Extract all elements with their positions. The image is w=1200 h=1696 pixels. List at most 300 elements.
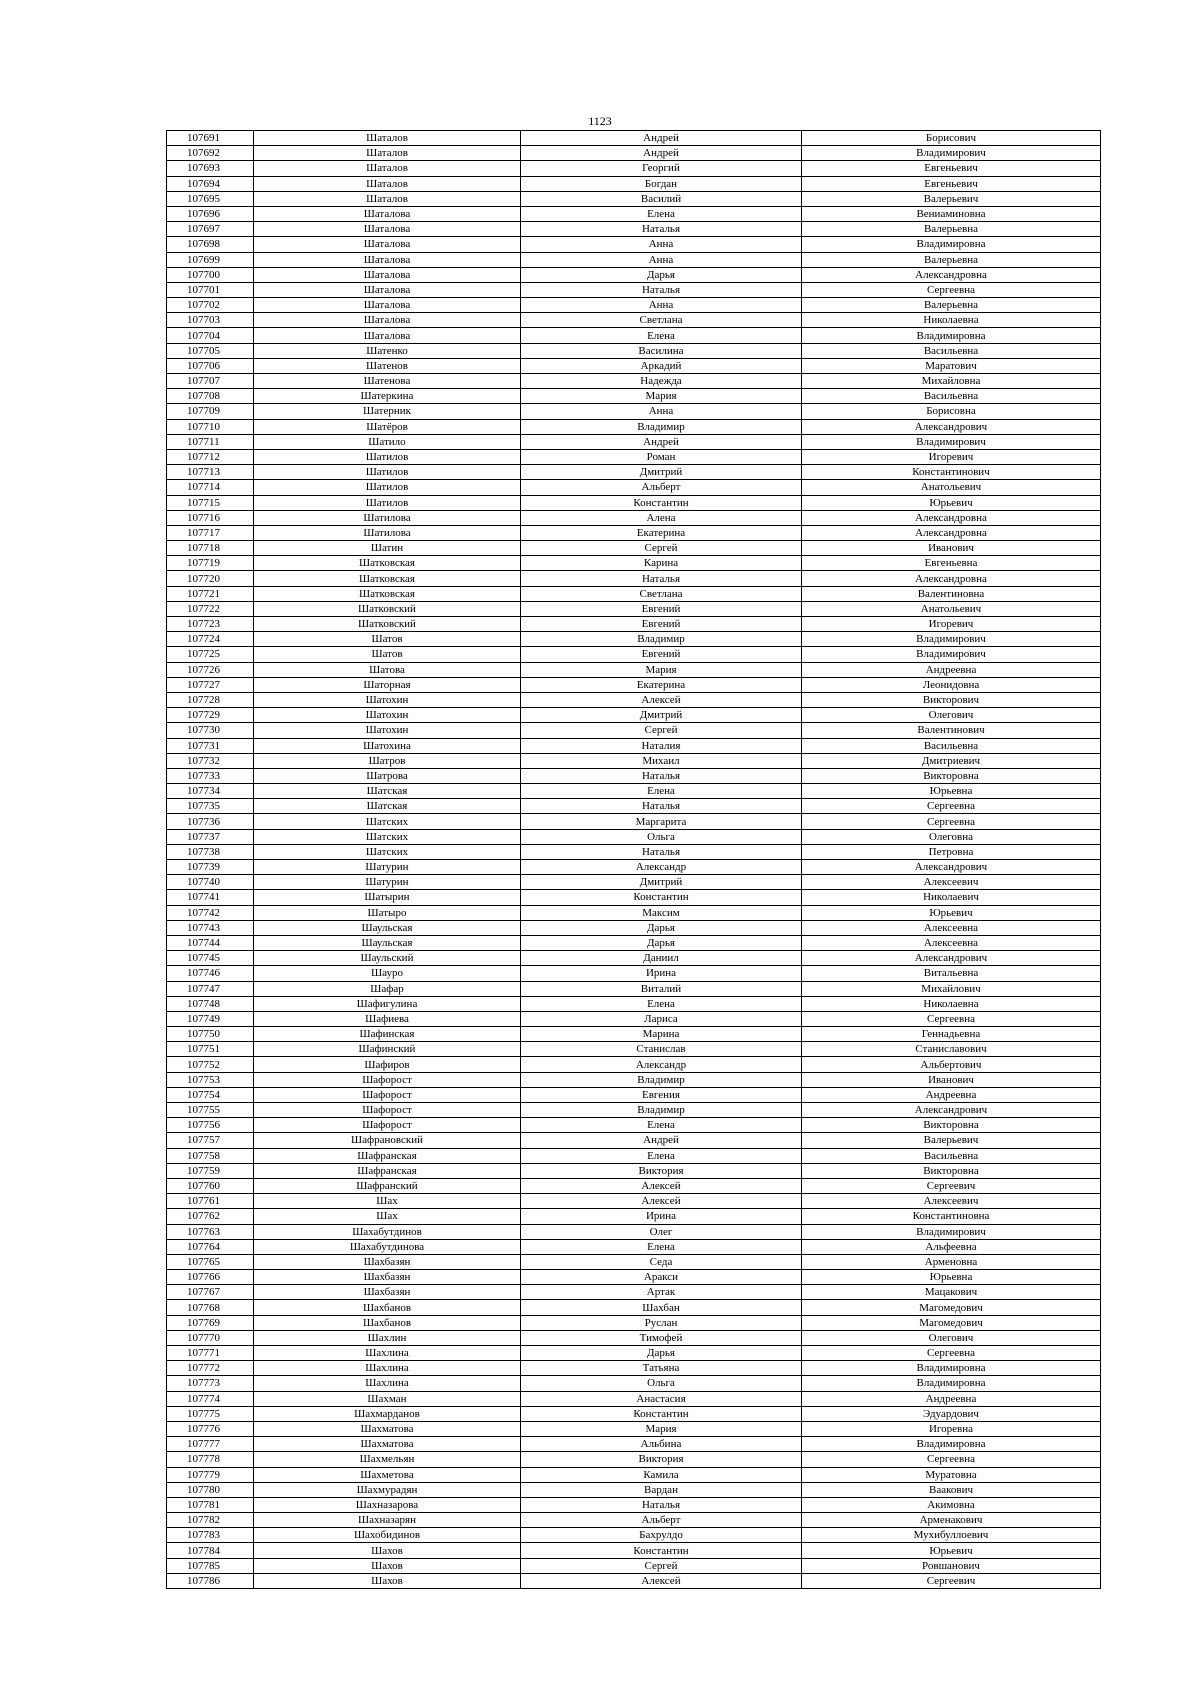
first-name-cell: Мария: [521, 1421, 802, 1436]
table-row: [167, 358, 1101, 373]
table-row: [167, 586, 1101, 601]
record-number-cell: 107717: [167, 525, 254, 540]
table-row: [167, 1011, 1101, 1026]
last-name-cell: Шаталов: [254, 176, 521, 191]
record-number-cell: 107755: [167, 1103, 254, 1118]
first-name-cell: Наталья: [521, 799, 802, 814]
record-number-cell: 107754: [167, 1087, 254, 1102]
first-name-cell: Елена: [521, 784, 802, 799]
record-number-cell: 107770: [167, 1330, 254, 1345]
last-name-cell: Шаталова: [254, 237, 521, 252]
record-number-cell: 107720: [167, 571, 254, 586]
record-number-cell: 107750: [167, 1027, 254, 1042]
last-name-cell: Шаторная: [254, 677, 521, 692]
patronymic-cell: Александровна: [802, 510, 1101, 525]
table-row: [167, 1437, 1101, 1452]
last-name-cell: Шахмурадян: [254, 1482, 521, 1497]
patronymic-cell: Анатольевич: [802, 601, 1101, 616]
first-name-cell: Константин: [521, 890, 802, 905]
record-number-cell: 107692: [167, 146, 254, 161]
table-row: [167, 784, 1101, 799]
table-row: [167, 252, 1101, 267]
last-name-cell: Шаталов: [254, 161, 521, 176]
table-row: [167, 1391, 1101, 1406]
last-name-cell: Шатилов: [254, 449, 521, 464]
patronymic-cell: Юрьевич: [802, 495, 1101, 510]
first-name-cell: Тимофей: [521, 1330, 802, 1345]
record-number-cell: 107768: [167, 1300, 254, 1315]
record-number-cell: 107707: [167, 374, 254, 389]
record-number-cell: 107766: [167, 1270, 254, 1285]
first-name-cell: Дмитрий: [521, 465, 802, 480]
table-row: [167, 1270, 1101, 1285]
table-row: [167, 692, 1101, 707]
table-row: [167, 1057, 1101, 1072]
last-name-cell: Шафорост: [254, 1072, 521, 1087]
patronymic-cell: Витальевна: [802, 966, 1101, 981]
record-number-cell: 107772: [167, 1361, 254, 1376]
table-row: [167, 374, 1101, 389]
record-number-cell: 107693: [167, 161, 254, 176]
first-name-cell: Константин: [521, 1406, 802, 1421]
first-name-cell: Сергей: [521, 723, 802, 738]
table-row: [167, 556, 1101, 571]
table-body: [167, 131, 1101, 1589]
patronymic-cell: Владимирович: [802, 632, 1101, 647]
table-row: [167, 146, 1101, 161]
record-number-cell: 107771: [167, 1346, 254, 1361]
first-name-cell: Альбина: [521, 1437, 802, 1452]
table-row: [167, 860, 1101, 875]
record-number-cell: 107779: [167, 1467, 254, 1482]
record-number-cell: 107704: [167, 328, 254, 343]
last-name-cell: Шафинский: [254, 1042, 521, 1057]
first-name-cell: Анна: [521, 404, 802, 419]
first-name-cell: Мария: [521, 389, 802, 404]
patronymic-cell: Мацакович: [802, 1285, 1101, 1300]
patronymic-cell: Борисовна: [802, 404, 1101, 419]
first-name-cell: Анна: [521, 237, 802, 252]
table-row: [167, 480, 1101, 495]
patronymic-cell: Альбертович: [802, 1057, 1101, 1072]
patronymic-cell: Владимирович: [802, 647, 1101, 662]
table-row: [167, 1467, 1101, 1482]
first-name-cell: Шахбан: [521, 1300, 802, 1315]
table-row: [167, 1224, 1101, 1239]
record-number-cell: 107699: [167, 252, 254, 267]
last-name-cell: Шатов: [254, 647, 521, 662]
record-number-cell: 107784: [167, 1543, 254, 1558]
last-name-cell: Шафорост: [254, 1118, 521, 1133]
last-name-cell: Шатилов: [254, 495, 521, 510]
first-name-cell: Константин: [521, 495, 802, 510]
last-name-cell: Шатохина: [254, 738, 521, 753]
last-name-cell: Шахлин: [254, 1330, 521, 1345]
patronymic-cell: Муратовна: [802, 1467, 1101, 1482]
record-number-cell: 107769: [167, 1315, 254, 1330]
record-number-cell: 107737: [167, 829, 254, 844]
first-name-cell: Дарья: [521, 1346, 802, 1361]
last-name-cell: Шахбанов: [254, 1300, 521, 1315]
last-name-cell: Шатова: [254, 662, 521, 677]
first-name-cell: Наталья: [521, 844, 802, 859]
table-row: [167, 1118, 1101, 1133]
last-name-cell: Шатковская: [254, 586, 521, 601]
table-row: [167, 1027, 1101, 1042]
first-name-cell: Татьяна: [521, 1361, 802, 1376]
last-name-cell: Шауро: [254, 966, 521, 981]
record-number-cell: 107749: [167, 1011, 254, 1026]
record-number-cell: 107724: [167, 632, 254, 647]
first-name-cell: Сергей: [521, 1558, 802, 1573]
table-row: [167, 905, 1101, 920]
first-name-cell: Дарья: [521, 267, 802, 282]
table-row: [167, 465, 1101, 480]
first-name-cell: Седа: [521, 1254, 802, 1269]
last-name-cell: Шаульская: [254, 920, 521, 935]
first-name-cell: Владимир: [521, 1103, 802, 1118]
last-name-cell: Шаульская: [254, 935, 521, 950]
patronymic-cell: Сергеевич: [802, 1178, 1101, 1193]
patronymic-cell: Алексеевна: [802, 935, 1101, 950]
table-row: [167, 1346, 1101, 1361]
patronymic-cell: Магомедович: [802, 1300, 1101, 1315]
patronymic-cell: Юрьевна: [802, 1270, 1101, 1285]
last-name-cell: Шатковская: [254, 571, 521, 586]
table-row: [167, 753, 1101, 768]
patronymic-cell: Владимировна: [802, 1437, 1101, 1452]
patronymic-cell: Леонидовна: [802, 677, 1101, 692]
table-row: [167, 1042, 1101, 1057]
record-number-cell: 107757: [167, 1133, 254, 1148]
last-name-cell: Шатурин: [254, 875, 521, 890]
record-number-cell: 107748: [167, 996, 254, 1011]
last-name-cell: Шатских: [254, 829, 521, 844]
first-name-cell: Наталья: [521, 282, 802, 297]
first-name-cell: Аракси: [521, 1270, 802, 1285]
table-row: [167, 875, 1101, 890]
table-row: [167, 617, 1101, 632]
first-name-cell: Даниил: [521, 951, 802, 966]
last-name-cell: Шафиева: [254, 1011, 521, 1026]
first-name-cell: Дмитрий: [521, 875, 802, 890]
record-number-cell: 107743: [167, 920, 254, 935]
last-name-cell: Шаталова: [254, 222, 521, 237]
record-number-cell: 107735: [167, 799, 254, 814]
last-name-cell: Шаульский: [254, 951, 521, 966]
patronymic-cell: Васильевна: [802, 1148, 1101, 1163]
last-name-cell: Шахбазян: [254, 1270, 521, 1285]
record-number-cell: 107697: [167, 222, 254, 237]
last-name-cell: Шатская: [254, 799, 521, 814]
first-name-cell: Андрей: [521, 146, 802, 161]
record-number-cell: 107756: [167, 1118, 254, 1133]
table-row: [167, 677, 1101, 692]
patronymic-cell: Дмитриевич: [802, 753, 1101, 768]
patronymic-cell: Евгеньевна: [802, 556, 1101, 571]
last-name-cell: Шаталова: [254, 206, 521, 221]
table-row: [167, 161, 1101, 176]
first-name-cell: Альберт: [521, 480, 802, 495]
patronymic-cell: Игоревич: [802, 449, 1101, 464]
table-row: [167, 1254, 1101, 1269]
first-name-cell: Виталий: [521, 981, 802, 996]
record-number-cell: 107761: [167, 1194, 254, 1209]
record-number-cell: 107705: [167, 343, 254, 358]
last-name-cell: Шатеркина: [254, 389, 521, 404]
last-name-cell: Шатов: [254, 632, 521, 647]
first-name-cell: Сергей: [521, 541, 802, 556]
table-row: [167, 1087, 1101, 1102]
first-name-cell: Ирина: [521, 1209, 802, 1224]
record-number-cell: 107760: [167, 1178, 254, 1193]
patronymic-cell: Евгеньевич: [802, 161, 1101, 176]
record-number-cell: 107731: [167, 738, 254, 753]
table-row: [167, 1209, 1101, 1224]
table-row: [167, 799, 1101, 814]
first-name-cell: Ольга: [521, 1376, 802, 1391]
patronymic-cell: Васильевна: [802, 389, 1101, 404]
table-row: [167, 191, 1101, 206]
record-number-cell: 107738: [167, 844, 254, 859]
table-row: [167, 343, 1101, 358]
table-row: [167, 1376, 1101, 1391]
first-name-cell: Артак: [521, 1285, 802, 1300]
last-name-cell: Шафорост: [254, 1087, 521, 1102]
patronymic-cell: Валентиновна: [802, 586, 1101, 601]
last-name-cell: Шахбазян: [254, 1254, 521, 1269]
last-name-cell: Шаталов: [254, 146, 521, 161]
first-name-cell: Владимир: [521, 632, 802, 647]
record-number-cell: 107734: [167, 784, 254, 799]
first-name-cell: Василина: [521, 343, 802, 358]
last-name-cell: Шахмельян: [254, 1452, 521, 1467]
patronymic-cell: Олеговна: [802, 829, 1101, 844]
last-name-cell: Шахмарданов: [254, 1406, 521, 1421]
last-name-cell: Шатилова: [254, 510, 521, 525]
last-name-cell: Шахов: [254, 1558, 521, 1573]
patronymic-cell: Эдуардович: [802, 1406, 1101, 1421]
table-row: [167, 389, 1101, 404]
first-name-cell: Алена: [521, 510, 802, 525]
first-name-cell: Лариса: [521, 1011, 802, 1026]
first-name-cell: Елена: [521, 1239, 802, 1254]
table-row: [167, 935, 1101, 950]
last-name-cell: Шатырин: [254, 890, 521, 905]
first-name-cell: Георгий: [521, 161, 802, 176]
record-number-cell: 107765: [167, 1254, 254, 1269]
patronymic-cell: Александрович: [802, 1103, 1101, 1118]
table-row: [167, 768, 1101, 783]
table-row: [167, 525, 1101, 540]
patronymic-cell: Юрьевич: [802, 905, 1101, 920]
last-name-cell: Шаталова: [254, 252, 521, 267]
first-name-cell: Светлана: [521, 586, 802, 601]
patronymic-cell: Борисович: [802, 131, 1101, 146]
patronymic-cell: Вениаминовна: [802, 206, 1101, 221]
patronymic-cell: Николаевич: [802, 890, 1101, 905]
last-name-cell: Шаталов: [254, 131, 521, 146]
record-number-cell: 107775: [167, 1406, 254, 1421]
record-number-cell: 107732: [167, 753, 254, 768]
table-row: [167, 1513, 1101, 1528]
first-name-cell: Елена: [521, 206, 802, 221]
first-name-cell: Екатерина: [521, 525, 802, 540]
last-name-cell: Шахматова: [254, 1421, 521, 1436]
table-row: [167, 1452, 1101, 1467]
registry-table: [166, 130, 1101, 1589]
first-name-cell: Евгений: [521, 647, 802, 662]
patronymic-cell: Валерьевич: [802, 191, 1101, 206]
record-number-cell: 107742: [167, 905, 254, 920]
record-number-cell: 107701: [167, 282, 254, 297]
first-name-cell: Василий: [521, 191, 802, 206]
record-number-cell: 107711: [167, 434, 254, 449]
last-name-cell: Шатёров: [254, 419, 521, 434]
record-number-cell: 107773: [167, 1376, 254, 1391]
last-name-cell: Шаталов: [254, 191, 521, 206]
first-name-cell: Евгений: [521, 601, 802, 616]
record-number-cell: 107725: [167, 647, 254, 662]
record-number-cell: 107723: [167, 617, 254, 632]
first-name-cell: Надежда: [521, 374, 802, 389]
patronymic-cell: Владимировна: [802, 1376, 1101, 1391]
patronymic-cell: Сергеевна: [802, 282, 1101, 297]
table-row: [167, 662, 1101, 677]
record-number-cell: 107774: [167, 1391, 254, 1406]
last-name-cell: Шах: [254, 1194, 521, 1209]
patronymic-cell: Владимирович: [802, 146, 1101, 161]
patronymic-cell: Иванович: [802, 1072, 1101, 1087]
record-number-cell: 107696: [167, 206, 254, 221]
record-number-cell: 107719: [167, 556, 254, 571]
last-name-cell: Шатилов: [254, 465, 521, 480]
table-row: [167, 206, 1101, 221]
first-name-cell: Ольга: [521, 829, 802, 844]
first-name-cell: Наталия: [521, 738, 802, 753]
patronymic-cell: Сергеевна: [802, 1346, 1101, 1361]
table-row: [167, 131, 1101, 146]
patronymic-cell: Олегович: [802, 1330, 1101, 1345]
record-number-cell: 107785: [167, 1558, 254, 1573]
record-number-cell: 107736: [167, 814, 254, 829]
patronymic-cell: Александрович: [802, 860, 1101, 875]
first-name-cell: Ирина: [521, 966, 802, 981]
last-name-cell: Шафранская: [254, 1148, 521, 1163]
table-row: [167, 404, 1101, 419]
last-name-cell: Шатров: [254, 753, 521, 768]
table-row: [167, 1406, 1101, 1421]
patronymic-cell: Анатольевич: [802, 480, 1101, 495]
first-name-cell: Михаил: [521, 753, 802, 768]
record-number-cell: 107783: [167, 1528, 254, 1543]
first-name-cell: Руслан: [521, 1315, 802, 1330]
last-name-cell: Шафиров: [254, 1057, 521, 1072]
last-name-cell: Шахназарова: [254, 1497, 521, 1512]
record-number-cell: 107698: [167, 237, 254, 252]
record-number-cell: 107718: [167, 541, 254, 556]
first-name-cell: Альберт: [521, 1513, 802, 1528]
record-number-cell: 107782: [167, 1513, 254, 1528]
record-number-cell: 107713: [167, 465, 254, 480]
first-name-cell: Андрей: [521, 131, 802, 146]
first-name-cell: Камила: [521, 1467, 802, 1482]
last-name-cell: Шатковский: [254, 601, 521, 616]
record-number-cell: 107762: [167, 1209, 254, 1224]
first-name-cell: Наталья: [521, 768, 802, 783]
last-name-cell: Шатских: [254, 844, 521, 859]
first-name-cell: Елена: [521, 996, 802, 1011]
record-number-cell: 107751: [167, 1042, 254, 1057]
first-name-cell: Наталья: [521, 1497, 802, 1512]
record-number-cell: 107716: [167, 510, 254, 525]
first-name-cell: Станислав: [521, 1042, 802, 1057]
first-name-cell: Анна: [521, 252, 802, 267]
first-name-cell: Александр: [521, 860, 802, 875]
last-name-cell: Шатурин: [254, 860, 521, 875]
patronymic-cell: Арменакович: [802, 1513, 1101, 1528]
table-row: [167, 647, 1101, 662]
patronymic-cell: Константинович: [802, 465, 1101, 480]
record-number-cell: 107706: [167, 358, 254, 373]
table-row: [167, 951, 1101, 966]
record-number-cell: 107733: [167, 768, 254, 783]
last-name-cell: Шахабутдинов: [254, 1224, 521, 1239]
patronymic-cell: Сергеевна: [802, 799, 1101, 814]
table-row: [167, 267, 1101, 282]
first-name-cell: Богдан: [521, 176, 802, 191]
first-name-cell: Алексей: [521, 1573, 802, 1588]
first-name-cell: Виктория: [521, 1452, 802, 1467]
table-row: [167, 1497, 1101, 1512]
patronymic-cell: Алексеевна: [802, 920, 1101, 935]
record-number-cell: 107709: [167, 404, 254, 419]
record-number-cell: 107759: [167, 1163, 254, 1178]
first-name-cell: Евгений: [521, 617, 802, 632]
first-name-cell: Алексей: [521, 1178, 802, 1193]
first-name-cell: Дмитрий: [521, 708, 802, 723]
first-name-cell: Аркадий: [521, 358, 802, 373]
patronymic-cell: Васильевна: [802, 343, 1101, 358]
record-number-cell: 107741: [167, 890, 254, 905]
last-name-cell: Шаталова: [254, 282, 521, 297]
last-name-cell: Шахлина: [254, 1346, 521, 1361]
first-name-cell: Алексей: [521, 692, 802, 707]
last-name-cell: Шафранская: [254, 1163, 521, 1178]
table-row: [167, 1133, 1101, 1148]
patronymic-cell: Алексеевич: [802, 875, 1101, 890]
table-row: [167, 1361, 1101, 1376]
patronymic-cell: Владимировна: [802, 1361, 1101, 1376]
patronymic-cell: Николаевна: [802, 313, 1101, 328]
table-row: [167, 541, 1101, 556]
patronymic-cell: Петровна: [802, 844, 1101, 859]
last-name-cell: Шатохин: [254, 723, 521, 738]
record-number-cell: 107747: [167, 981, 254, 996]
last-name-cell: Шахметова: [254, 1467, 521, 1482]
table-row: [167, 1543, 1101, 1558]
last-name-cell: Шафранский: [254, 1178, 521, 1193]
table-row: [167, 282, 1101, 297]
table-row: [167, 176, 1101, 191]
patronymic-cell: Олегович: [802, 708, 1101, 723]
patronymic-cell: Алексеевич: [802, 1194, 1101, 1209]
record-number-cell: 107726: [167, 662, 254, 677]
table-row: [167, 1103, 1101, 1118]
record-number-cell: 107730: [167, 723, 254, 738]
record-number-cell: 107763: [167, 1224, 254, 1239]
record-number-cell: 107712: [167, 449, 254, 464]
